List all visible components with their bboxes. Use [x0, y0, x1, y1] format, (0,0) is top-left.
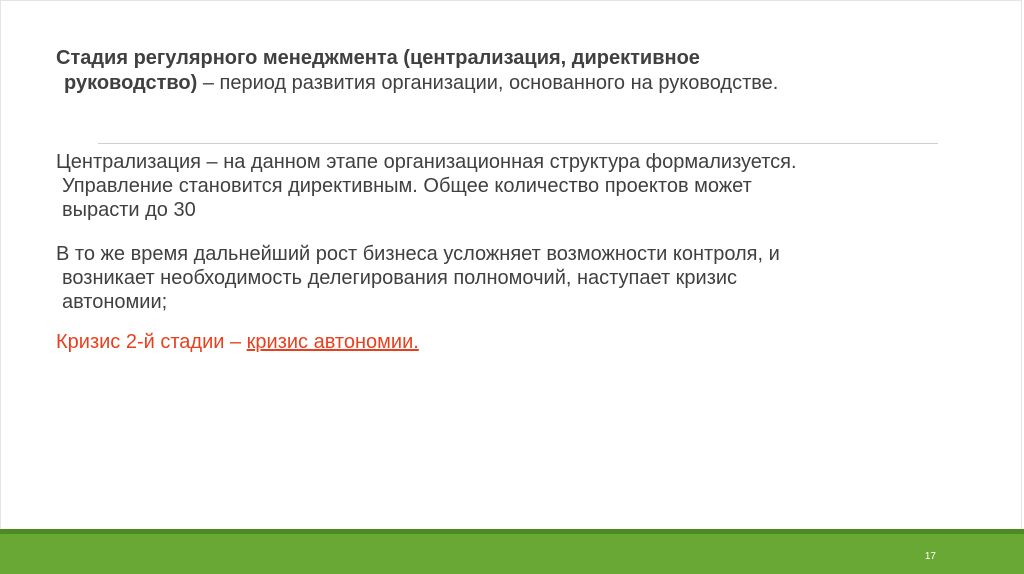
heading-bold-part-2: руководство)	[64, 72, 198, 94]
page-number: 17	[924, 551, 936, 562]
footer-bar	[0, 529, 1024, 574]
heading-bold-part-1: Стадия регулярного менеджмента (централизация, директивное	[56, 47, 700, 69]
divider-line	[98, 143, 938, 144]
paragraph-2-line-1: В то же время дальнейший рост бизнеса усложняет возможности контроля, и	[56, 243, 780, 265]
heading-line-2	[56, 71, 936, 96]
crisis-autonomy-link[interactable]: кризис автономии.	[246, 331, 419, 353]
paragraph-growth	[56, 242, 956, 314]
paragraph-2-line-2: возникает необходимость делегирования полномочий, наступает кризис	[62, 267, 738, 289]
paragraph-centralization	[56, 150, 956, 222]
heading-regular-part: – период развития организации, основанного на руководстве.	[197, 72, 779, 94]
paragraph-2-line-3: автономии;	[62, 291, 168, 313]
crisis-label: Кризис 2-й стадии –	[56, 331, 247, 353]
crisis-statement	[56, 330, 419, 354]
footer-stripe	[0, 529, 1024, 534]
paragraph-1-line-2: Управление становится директивным. Общее количество проектов может	[62, 175, 752, 197]
paragraph-1-line-1: Централизация – на данном этапе организационная структура формализуется.	[56, 151, 797, 173]
paragraph-1-line-3: вырасти до 30	[62, 199, 196, 221]
heading-line-1	[56, 46, 936, 71]
slide-heading	[56, 46, 936, 96]
